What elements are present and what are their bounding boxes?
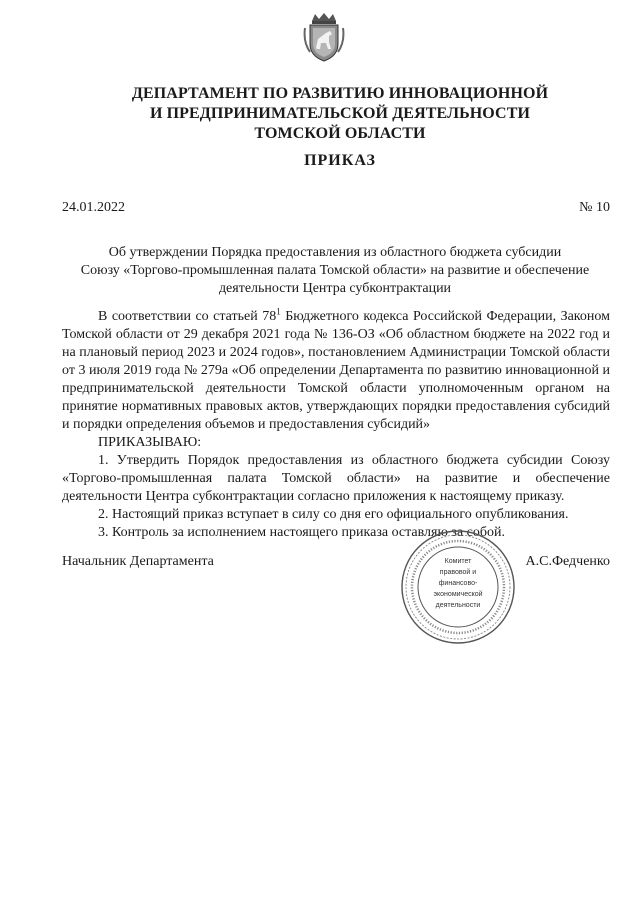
subject-line-3: деятельности Центра субконтрактации (218, 281, 452, 296)
preamble-rest: Бюджетного кодекса Российской Федерации, Законом Томской области от 29 декабря 2021 года № 136-ОЗ «Об областном бюджете на 2022 год и на плановый период 2023 и 2024 годов», постановлением Администрации Томской области от 3 июля 2019 года № 279а «Об определении Департамента по развитию инновационной и предпринимательской деятельности Томской области уполномоченным органом на принятие нормативных правовых актов, утверждающих порядки предоставления субсидий и порядки определения объемов и предоставления субсидий» (62, 309, 610, 432)
order-item-3: 3. Контроль за исполнением настоящего приказа оставляю за собой. (98, 525, 506, 540)
issuer-header (60, 84, 620, 144)
stamp-line-3: финансово- (438, 580, 478, 587)
signatory-name: А.С.Федченко (525, 554, 610, 569)
subject-line-1: Об утверждении Порядка предоставления из областного бюджета субсидии (108, 245, 562, 260)
document-number: № 10 (579, 200, 610, 215)
stamp-line-1: Комитет (444, 558, 472, 565)
stamp-line-2: правовой и (439, 569, 477, 576)
header-line-3: ТОМСКОЙ ОБЛАСТИ (254, 125, 426, 142)
stamp-line-5: деятельности (435, 602, 481, 609)
document-subject (60, 244, 610, 298)
stamp-line-4: экономической (433, 591, 483, 598)
subject-line-2: Союзу «Торгово-промышленная палата Томской области» на развитие и обеспечение (80, 263, 590, 278)
tomsk-oblast-coat-of-arms-icon (302, 12, 346, 62)
preamble-start: В соответствии со статьей 78 (98, 309, 277, 324)
document-date: 24.01.2022 (62, 200, 125, 215)
header-line-1: ДЕПАРТАМЕНТ ПО РАЗВИТИЮ ИННОВАЦИОННОЙ (131, 85, 549, 102)
document-type-title: ПРИКАЗ (304, 152, 376, 169)
signatory-position: Начальник Департамента (62, 554, 214, 569)
header-line-2: И ПРЕДПРИНИМАТЕЛЬСКОЙ ДЕЯТЕЛЬНОСТИ (149, 105, 531, 122)
order-item-1: 1. Утвердить Порядок предоставления из областного бюджета субсидии Союзу «Торгово-промышленная палата Томской области» на развитие и обеспечение деятельности Центра субконтрактации согласно приложения к настоящему приказу. (62, 453, 610, 504)
preamble-paragraph (62, 308, 610, 434)
official-stamp (400, 528, 516, 646)
order-item-2: 2. Настоящий приказ вступает в силу со дня его официального опубликования. (98, 507, 569, 522)
document-body (62, 308, 610, 542)
article-superscript: 1 (276, 306, 281, 317)
decree-word: ПРИКАЗЫВАЮ: (98, 435, 202, 450)
